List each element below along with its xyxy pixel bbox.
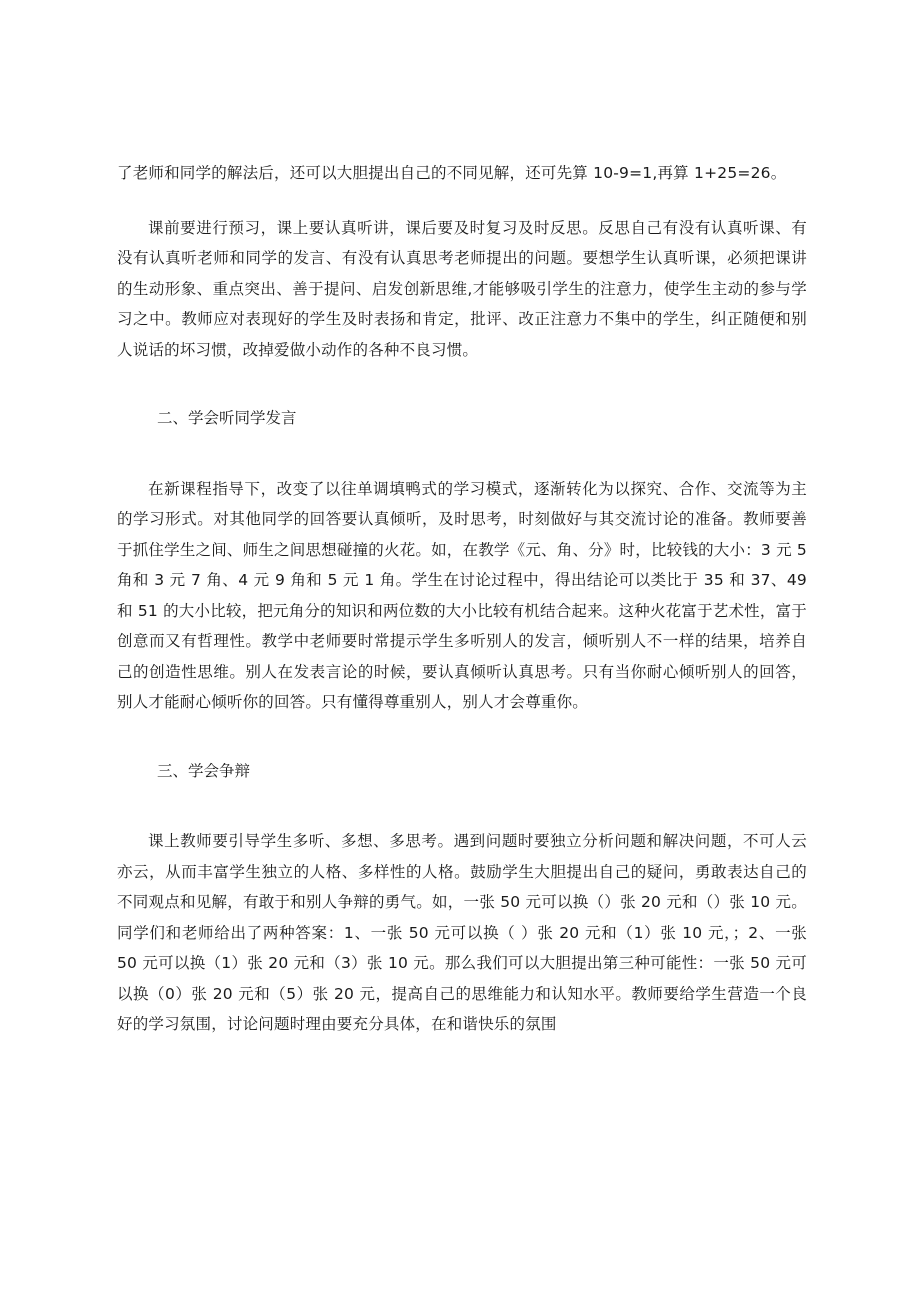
paragraph-spacer xyxy=(117,786,807,826)
section-heading-listen-classmates: 二、学会听同学发言 xyxy=(157,409,297,427)
document-page xyxy=(117,158,807,1040)
paragraph-spacer xyxy=(117,718,807,756)
paragraph-preview-review: 课前要进行预习，课上要认真听讲，课后要及时复习及时反思。反思自己有没有认真听课、有没有认真听老师和同学的发言、有没有认真思考老师提出的问题。要想学生认真听课，必须把课讲的生动形象、重点突出、善于提问、启发创新思维,才能够吸引学生的注意力，使学生主动的参与学习之中。教师应对表现好的学生及时表扬和肯定，批评、改正注意力不集中的学生，纠正随便和别人说话的坏习惯，改掉爱做小动作的各种不良习惯。 xyxy=(117,218,807,359)
paragraph-debate: 课上教师要引导学生多听、多想、多思考。遇到问题时要独立分析问题和解决问题，不可人云亦云，从而丰富学生独立的人格、多样性的人格。鼓励学生大胆提出自己的疑问，勇敢表达自己的不同观点和见解，有敢于和别人争辩的勇气。如，一张 50 元可以换（）张 20 元和（）张 10 元。同学们和老师给出了两种答案：1、一张 50 元可以换（ ）张 20 元和（1）张 10 元，；2、一张 50 元可以换（1）张 20 元和（3）张 10 元。那么我们可以大胆提出第三种可能性：一张 50 元可以换（0）张 20 元和（5）张 20 元，提高自己的思维能力和认知水平。教师要给学生营造一个良好的学习氛围，讨论问题时理由要充分具体，在和谐快乐的氛围 xyxy=(117,832,807,1033)
paragraph-spacer xyxy=(117,189,807,213)
section-heading-debate: 三、学会争辩 xyxy=(157,761,251,780)
paragraph-spacer xyxy=(117,434,807,474)
continuation-paragraph: 了老师和同学的解法后，还可以大胆提出自己的不同见解，还可先算 10-9=1,再算 1+25=26。 xyxy=(117,164,787,182)
paragraph-spacer xyxy=(117,365,807,403)
paragraph-listen-classmates: 在新课程指导下，改变了以往单调填鸭式的学习模式，逐渐转化为以探究、合作、交流等为主的学习形式。对其他同学的回答要认真倾听，及时思考，时刻做好与其交流讨论的准备。教师要善于抓住学生之间、师生之间思想碰撞的火花。如，在教学《元、角、分》时，比较钱的大小：3 元 5 角和 3 元 7 角、4 元 9 角和 5 元 1 角。学生在讨论过程中，得出结论可以类比于 35 和 37、49 和 51 的大小比较，把元角分的知识和两位数的大小比较有机结合起来。这种火花富于艺术性，富于创意而又有哲理性。教学中老师要时常提示学生多听别人的发言，倾听别人不一样的结果，培养自己的创造性思维。别人在发表言论的时候，要认真倾听认真思考。只有当你耐心倾听别人的回答，别人才能耐心倾听你的回答。只有懂得尊重别人，别人才会尊重你。 xyxy=(117,479,807,711)
